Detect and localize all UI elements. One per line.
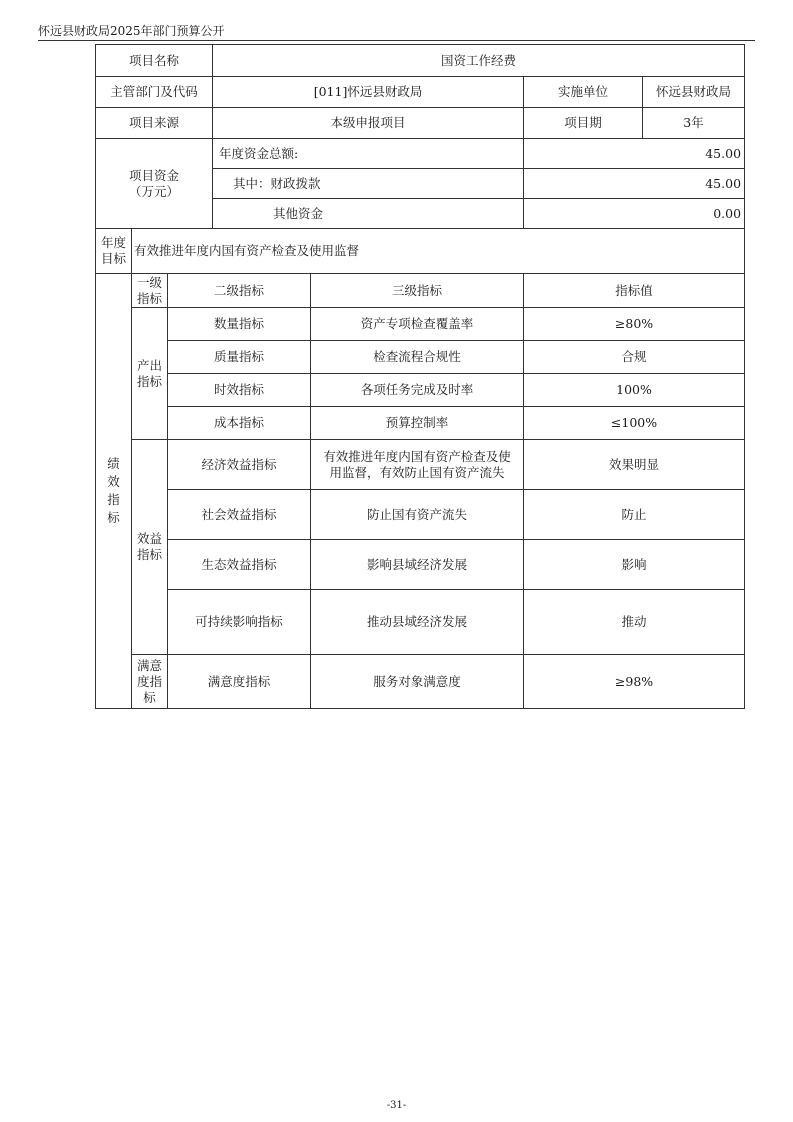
page-header-title: 怀远县财政局2025年部门预算公开: [38, 24, 225, 38]
satisfaction-label-line3: 标: [143, 689, 156, 705]
level3-cell: 防止国有资产流失: [311, 490, 524, 540]
level3-cell: 检查流程合规性: [311, 341, 524, 374]
level1-header: [132, 274, 168, 308]
value-cell: 影响: [524, 540, 745, 590]
benefit-indicator-row: [96, 540, 745, 590]
project-performance-table: [95, 44, 745, 709]
funds-other-value: 0.00: [524, 199, 745, 229]
page-number: -31-: [386, 1100, 407, 1111]
level3-line1: 有效推进年度内国有资产检查及使: [323, 448, 511, 464]
level3-line2: 用监督，有效防止国有资产流失: [329, 464, 505, 480]
project-name-label: 项目名称: [96, 45, 213, 77]
value-cell: 100%: [524, 374, 745, 407]
value-cell: 防止: [524, 490, 745, 540]
output-indicator-row: [96, 374, 745, 407]
level1-header-line1: 一级: [136, 274, 162, 290]
department-label: 主管部门及代码: [96, 77, 213, 108]
funds-total-label: 年度资金总额:: [213, 139, 524, 169]
level3-cell: 推动县域经济发展: [311, 590, 524, 655]
satisfaction-indicator-label: [132, 655, 168, 709]
level3-cell: 服务对象满意度: [311, 655, 524, 709]
level2-cell: 质量指标: [168, 341, 311, 374]
benefit-indicator-row: [96, 490, 745, 540]
benefit-indicator-label: [132, 440, 168, 655]
value-cell: 合规: [524, 341, 745, 374]
funds-total-value: 45.00: [524, 139, 745, 169]
project-source-row: [96, 108, 745, 139]
level2-header: 二级指标: [168, 274, 311, 308]
level2-cell: 生态效益指标: [168, 540, 311, 590]
output-indicator-row: [96, 407, 745, 440]
project-name-value: 国资工作经费: [213, 45, 745, 77]
performance-label-char: 指: [107, 492, 120, 507]
level2-cell: 成本指标: [168, 407, 311, 440]
level2-cell: 时效指标: [168, 374, 311, 407]
level1-header-line2: 指标: [136, 290, 162, 306]
value-cell: 效果明显: [524, 440, 745, 490]
benefit-indicator-row: [96, 590, 745, 655]
project-period-label: 项目期: [524, 108, 643, 139]
annual-goal-row: [96, 229, 745, 274]
performance-section-label: [96, 274, 132, 709]
annual-goal-label-line2: 目标: [100, 251, 126, 266]
annual-goal-text: 有效推进年度内国有资产检查及使用监督: [132, 229, 745, 274]
funds-total-row: [96, 139, 745, 169]
level2-cell: 社会效益指标: [168, 490, 311, 540]
performance-label-char: 绩: [107, 456, 120, 471]
funds-fiscal-label: 其中：财政拨款: [213, 169, 524, 199]
satisfaction-indicator-row: [96, 655, 745, 709]
project-name-row: [96, 45, 745, 77]
performance-label-char: 标: [107, 510, 120, 525]
level2-cell: 经济效益指标: [168, 440, 311, 490]
value-header: 指标值: [524, 274, 745, 308]
output-label-line1: 产出: [136, 357, 162, 373]
level2-cell: 满意度指标: [168, 655, 311, 709]
value-cell: 推动: [524, 590, 745, 655]
annual-goal-label: [96, 229, 132, 274]
department-value: [011]怀远县财政局: [213, 77, 524, 108]
funds-label: [96, 139, 213, 229]
benefit-indicator-row: [96, 440, 745, 490]
benefit-label-line1: 效益: [136, 531, 162, 546]
funds-label-line1: 项目资金: [129, 167, 180, 183]
level3-cell: [311, 440, 524, 490]
project-source-label: 项目来源: [96, 108, 213, 139]
output-indicator-label: [132, 308, 168, 440]
satisfaction-label-line1: 满意: [136, 657, 162, 673]
funds-label-line2: （万元）: [129, 183, 180, 199]
annual-goal-label-line1: 年度: [100, 235, 126, 250]
output-label-line2: 指标: [136, 373, 162, 389]
funds-other-label: 其他资金: [213, 199, 524, 229]
level3-header: 三级指标: [311, 274, 524, 308]
value-cell: ≤100%: [524, 407, 745, 440]
level3-cell: 预算控制率: [311, 407, 524, 440]
level3-cell: 影响县域经济发展: [311, 540, 524, 590]
header-divider: [38, 40, 755, 41]
value-cell: ≥98%: [524, 655, 745, 709]
satisfaction-label-line2: 度指: [136, 673, 162, 689]
level3-cell: 各项任务完成及时率: [311, 374, 524, 407]
implementing-unit-label: 实施单位: [524, 77, 643, 108]
output-indicator-row: [96, 308, 745, 341]
level2-cell: 可持续影响指标: [168, 590, 311, 655]
output-indicator-row: [96, 341, 745, 374]
performance-label-char: 效: [107, 474, 120, 489]
department-row: [96, 77, 745, 108]
benefit-label-line2: 指标: [136, 547, 162, 562]
level3-cell: 资产专项检查覆盖率: [311, 308, 524, 341]
project-source-value: 本级申报项目: [213, 108, 524, 139]
funds-fiscal-value: 45.00: [524, 169, 745, 199]
value-cell: ≥80%: [524, 308, 745, 341]
level2-cell: 数量指标: [168, 308, 311, 341]
project-period-value: 3年: [643, 108, 745, 139]
implementing-unit-value: 怀远县财政局: [643, 77, 745, 108]
indicator-header-row: [96, 274, 745, 308]
